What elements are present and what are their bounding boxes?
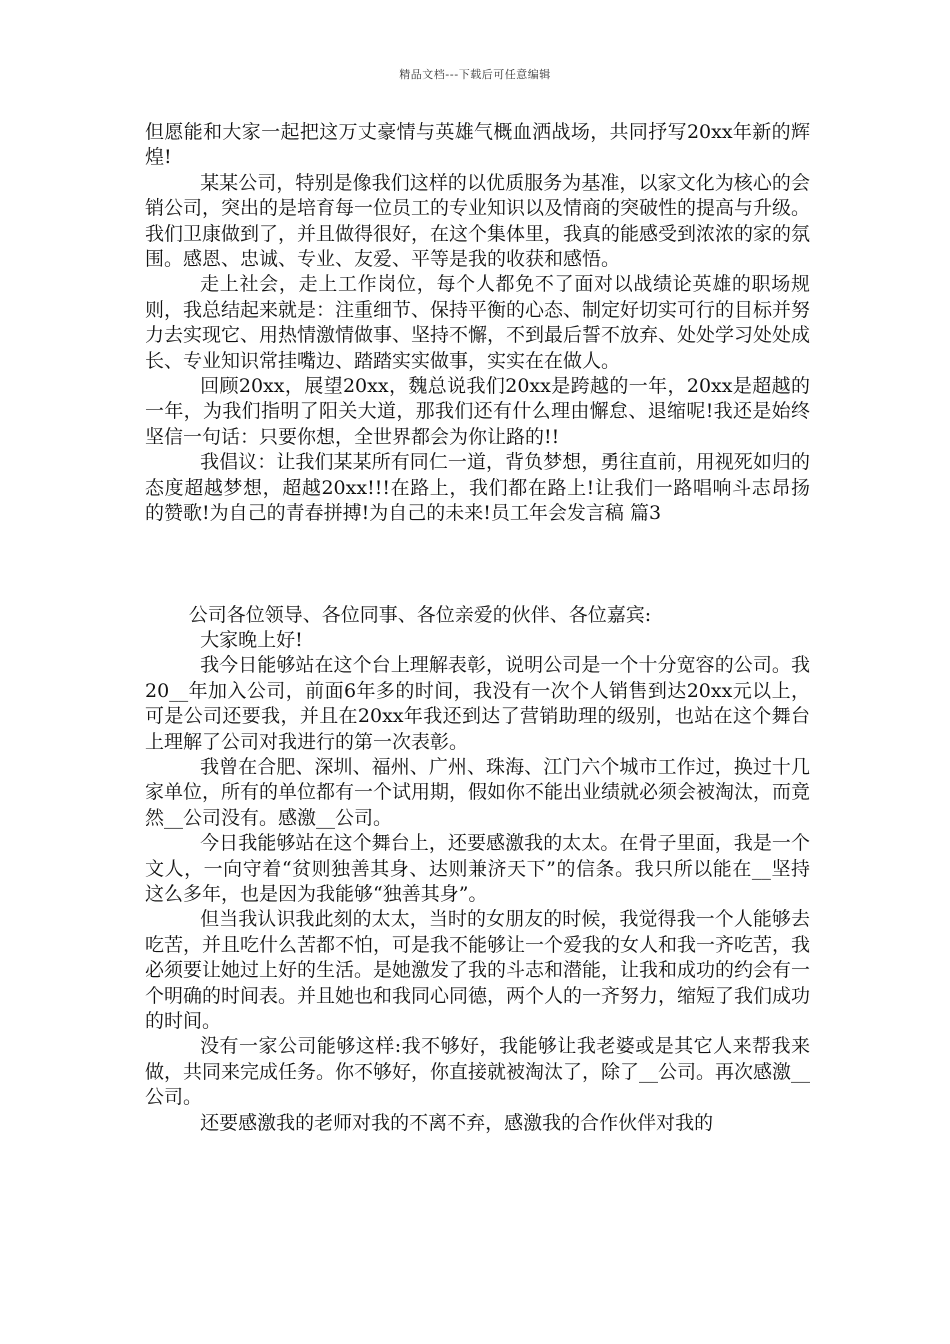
section-gap: [145, 527, 810, 603]
paragraph: 我今日能够站在这个台上理解表彰，说明公司是一个十分宽容的公司。我20__年加入公司，前面6年多的时间，我没有一次个人销售到达20xx元以上，可是公司还要我，并且在20xx年我还到达了营销助理的级别，也站在这个舞台上理解了公司对我进行的第一次表彰。: [145, 654, 810, 753]
greeting: 大家晚上好!: [200, 628, 303, 651]
document-body: [145, 120, 810, 1136]
paragraph: 走上社会，走上工作岗位，每个人都免不了面对以战绩论英雄的职场规则，我总结起来就是：注重细节、保持平衡的心态、制定好切实可行的目标并努力去实现它、用热情激情做事、坚持不懈，不到最后誓不放弃、处处学习处处成长、专业知识常挂嘴边、踏踏实实做事，实实在在做人。: [145, 273, 811, 372]
paragraph: 但愿能和大家一起把这万丈豪情与英雄气概血洒战场，共同抒写20xx年新的辉煌!: [145, 121, 810, 169]
paragraph: 但当我认识我此刻的太太，当时的女朋友的时候，我觉得我一个人能够去吃苦，并且吃什么苦都不怕，可是我不能够让一个爱我的女人和我一齐吃苦，我必须要让她过上好的生活。是她激发了我的斗志和潜能，让我和成功的约会有一个明确的时间表。并且她也和我同心同德，两个人的一齐努力，缩短了我们成功的时间。: [145, 908, 811, 1032]
paragraph: 我倡议：让我们某某所有同仁一道，背负梦想，勇往直前，用视死如归的态度超越梦想，超越20xx!!!在路上，我们都在路上!让我们一路唱响斗志昂扬的赞歌!为自己的青春拼搏!为自己的未来!员工年会发言稿 篇3: [145, 451, 810, 525]
paragraph: 某某公司，特别是像我们这样的以优质服务为基准，以家文化为核心的会销公司，突出的是培育每一位员工的专业知识以及情商的突破性的提高与升级。我们卫康做到了，并且做得很好，在这个集体里，我真的能感受到浓浓的家的氛围。感恩、忠诚、专业、友爱、平等是我的收获和感悟。: [145, 171, 811, 271]
salutation: 公司各位领导、各位同事、各位亲爱的伙伴、各位嘉宾:: [188, 603, 652, 626]
paragraph: 今日我能够站在这个舞台上，还要感激我的太太。在骨子里面，我是一个文人，一向守着“贫则独善其身、达则兼济天下”的信条。我只所以能在__坚持这么多年，也是因为我能够“独善其身”。: [145, 832, 810, 905]
paragraph: 还要感激我的老师对我的不离不弃，感激我的合作伙伴对我的: [200, 1111, 714, 1134]
paragraph: 我曾在合肥、深圳、福州、广州、珠海、江门六个城市工作过，换过十几家单位，所有的单位都有一个试用期，假如你不能出业绩就必须会被淘汰，而竟然__公司没有。感激__公司。: [145, 755, 811, 829]
page-header: 精品文档---下载后可任意编辑: [399, 68, 551, 81]
paragraph: 回顾20xx，展望20xx，魏总说我们20xx是跨越的一年，20xx是超越的一年，为我们指明了阳关大道，那我们还有什么理由懈怠、退缩呢!我还是始终坚信一句话：只要你想，全世界都会为你让路的!!: [145, 375, 810, 448]
paragraph: 没有一家公司能够这样:我不够好，我能够让我老婆或是其它人来帮我来做，共同来完成任务。你不够好，你直接就被淘汰了，除了__公司。再次感激__公司。: [145, 1035, 811, 1109]
